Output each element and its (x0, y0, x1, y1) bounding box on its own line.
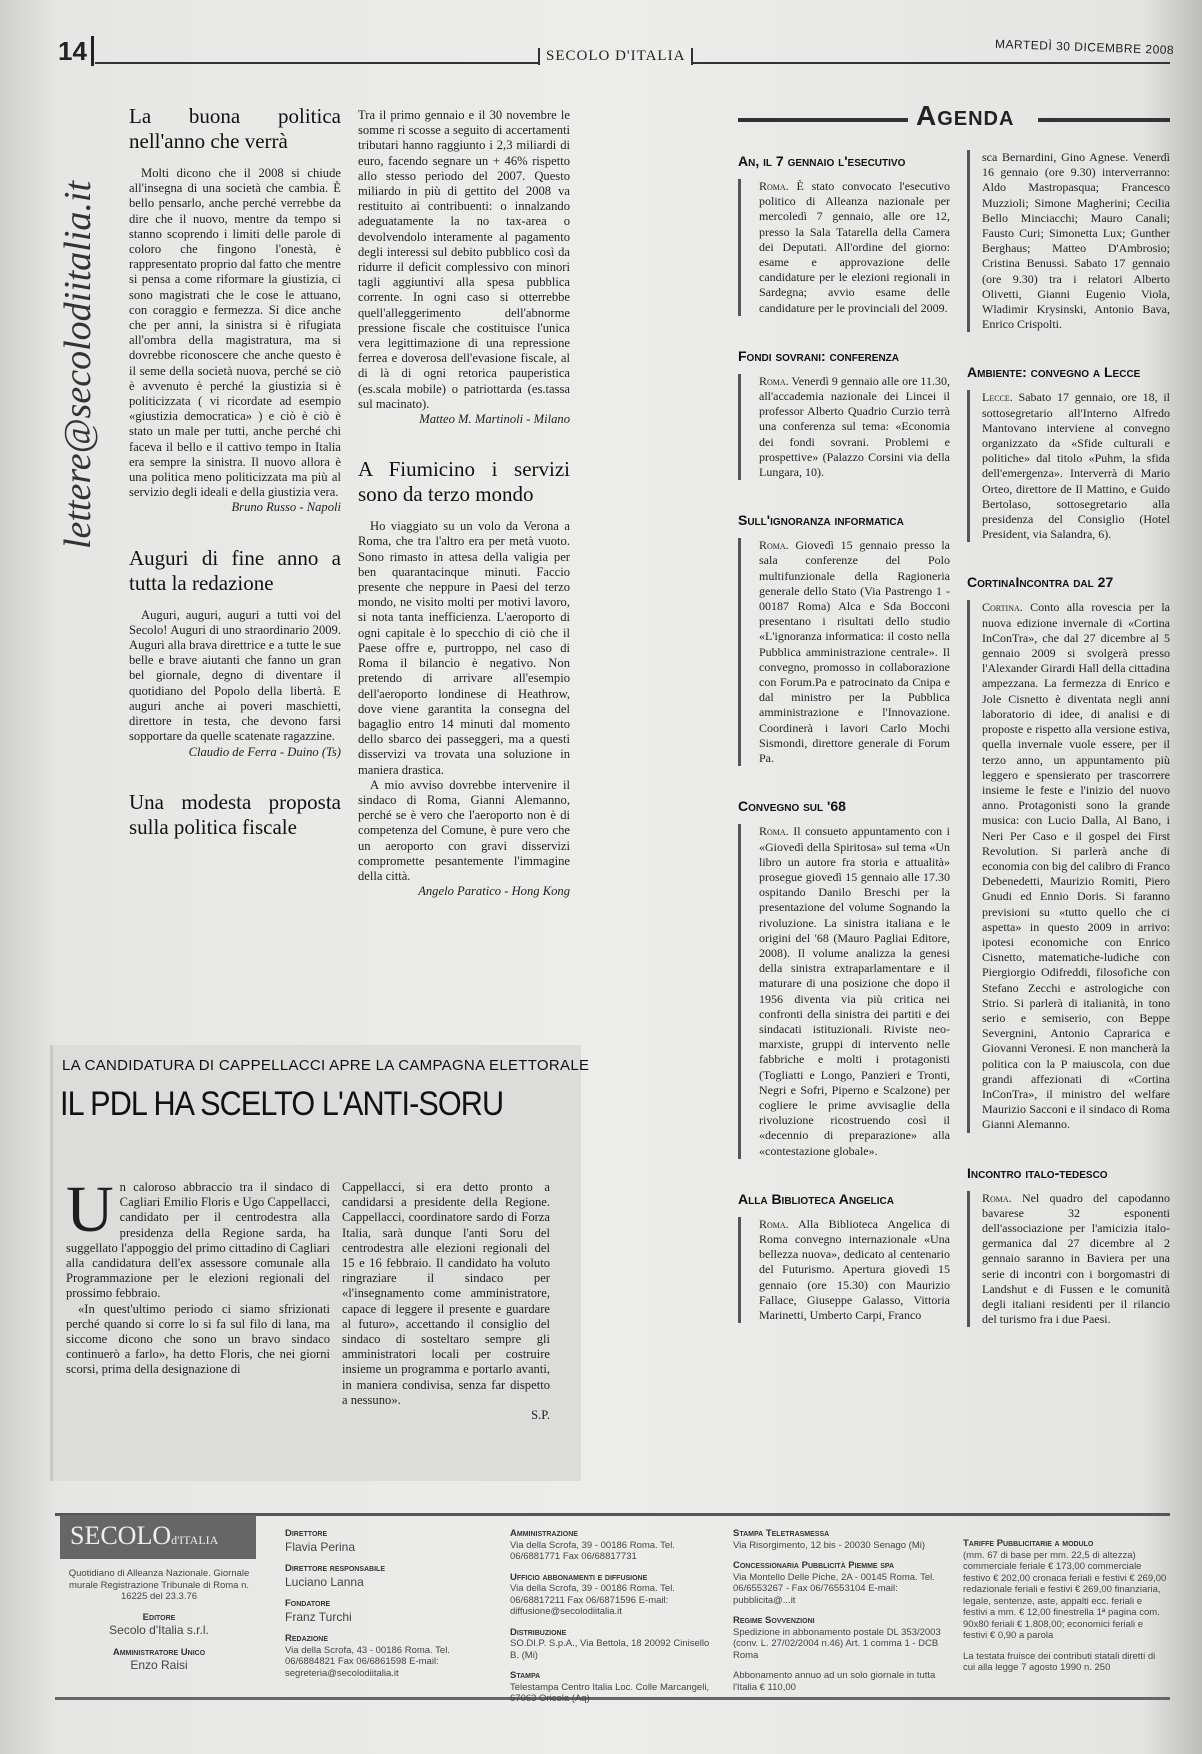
agenda-item-title: Sull'ignoranza informatica (738, 512, 904, 529)
label: Distribuzione (510, 1626, 567, 1638)
colophon-printing (733, 1528, 943, 1702)
dateline: Roma. (759, 1216, 789, 1231)
letter-title: Auguri di fine anno a tutta la redazione (129, 545, 341, 595)
agenda-item (967, 1165, 1170, 1328)
label: Concessionaria Pubblicità Piemme spa (733, 1560, 895, 1571)
letter-body: Ho viaggiato su un volo da Verona a Roma, che tra l'altro era per metà vuoto. Sono rimasto in attesa della valigia per ben quarantacinque minuti. Faccio presente che neppure in Paesi del terzo mondo, ne visito molti per motivi lavoro, si nota tanta inefficienza. L'aeroporto di ogni capitale è lo specchio di ciò che il Paese offre e, purtroppo, nel caso di Roma il bilancio è negativo. Non pretendo di arrivare all'esempio dell'aeroporto londinese di Heathrow, dove viene garantita la consegna del bagaglio entro 14 minuti dal momento dello sbarco dei passeggeri, ma a questi disservizi va trovata una soluzione in maniera drastica. (358, 519, 570, 777)
value: SO.DI.P. S.p.A., Via Bettola, 18 20092 Cinisello B. (Mi) (510, 1638, 710, 1661)
agenda-column-2 (967, 150, 1170, 1327)
agenda-item (738, 1191, 950, 1323)
dateline: Roma. (759, 179, 789, 193)
dateline: Roma. (982, 1190, 1012, 1205)
email-address: lettere@secolodiitalia.it (57, 180, 99, 550)
agenda-item-title: CortinaIncontra dal 27 (967, 574, 1114, 591)
colophon-administration (510, 1528, 710, 1714)
value: Via Risorgimento, 12 bis - 20030 Senago (Mi) (733, 1539, 926, 1551)
colophon-ad-rates (963, 1538, 1168, 1683)
letter-signature: Angelo Paratico - Hong Kong (418, 884, 570, 899)
feature-kicker: LA CANDIDATURA DI CAPPELLACCI APRE LA CAMPAGNA ELETTORALE (62, 1057, 590, 1074)
letter-title: A Fiumicino i servizi sono da terzo mondo (358, 457, 570, 507)
colophon-publisher (66, 1568, 252, 1682)
masthead: SECOLO D'ITALIA (538, 48, 693, 65)
letters-email-label (48, 100, 108, 630)
agenda-item (738, 512, 950, 766)
agenda-item-title: An, il 7 gennaio l'esecutivo (738, 153, 906, 169)
dateline: Roma. (759, 373, 789, 388)
value: Via Montello Delle Piche, 2A - 00145 Roma. Tel. 06/6553267 - Fax 06/76553104 E-mail: pubblicita@...it (733, 1571, 935, 1606)
publisher: Secolo d'Italia s.r.l. (109, 1623, 209, 1637)
page-number: 14 (58, 36, 94, 66)
agenda-item-text: Giovedì 15 gennaio presso la sala conferenze del Polo multifunzionale della Ragioneria generale dello Stato (Via Pastrengo 1 - 00187 Roma) Alca e Sda Bocconi presentano i risultati dello studio «L'ignoranza informatica: il costo nella Pubblica amministrazione centrale». Il convegno, promosso in collaborazione con Forum.Pa e patrocinato da Cnipa e dal ministro per la Pubblica amministrazione e l'Innovazione. Coordinerà i lavori Carlo Mochi Sismondi, direttore generale di Forum Pa. (759, 538, 950, 766)
agenda-item-title: Fondi sovrani: conferenza (738, 347, 899, 364)
dateline: Lecce. (982, 390, 1013, 405)
value: Franz Turchi (285, 1609, 352, 1624)
label: Redazione (285, 1633, 329, 1644)
letter-signature: Bruno Russo - Napoli (231, 500, 341, 515)
label: Stampa (510, 1670, 541, 1681)
value: (mm. 67 di base per mm. 22,5 di altezza) commerciale feriale € 173,00 commerciale festivo € 202,00 cronaca feriali e festivi € 269,00 redazionale feriali e festivi € 269,00 finanziaria, legale, sentenze, aste, appalti ecc. feriali e festivi a mm. € 12,00 finestrella 1ª pagina com. 90x80 feriali € 1.808,00; economici feriali e festivi € 0,90 a parola (963, 1549, 1167, 1641)
label: Direttore responsabile (285, 1563, 385, 1574)
rule (1038, 118, 1170, 122)
value: Via della Scrofa, 39 - 00186 Roma. Tel. 06/6881771 Fax 06/68817731 (510, 1539, 675, 1562)
logo-text-small: d'ITALIA (171, 1533, 219, 1547)
agenda-item-text: È stato convocato l'esecutivo politico di Alleanza nazionale per mercoledì 7 gennaio, alle ore 12, presso la Sala Tatarella della Camera dei Deputati. All'ordine del giorno: esame e approvazione delle candidature per le elezioni regionali in Sardegna; avvio esame delle candidature per le provinciali del 2009. (759, 179, 951, 315)
agenda-item-title: Convegno sul '68 (738, 798, 846, 815)
feature-author: S.P. (531, 1408, 550, 1423)
feature-body: n caloroso abbraccio tra il sindaco di Cagliari Emilio Floris e Ugo Cappellacci, candidato per il centrodestra alla presidenza della Regione sarda, ha suggellato l'appoggio del primo cittadino di Cagliari alla candidatura dell'ex assessore comunale alla Programmazione per le elezioni regionali del prossimo febbraio. (66, 1180, 330, 1301)
letter-body: Tra il primo gennaio e il 30 novembre le somme ri scosse a seguito di accertamenti tributari hanno raggiunto i 2,3 miliardi di euro, facendo segnare un + 46% rispetto allo stesso periodo del 2007. Questo miliardo in più di gettito del 2008 va restituito ai contribuenti: o innalzando adeguatamente la no tax-area o devolvendolo interamente al pagamento degli interessi sul debito pubblico così da ridurre il deficit complessivo con minori tagli aggiuntivi alla spesa pubblica corrente. In ogni caso si otterrebbe quell'alleggerimento dell'abnorme pressione fiscale che costituisce l'unica vera legittimazione di una repressione ferrea e doverosa dell'evasione fiscale, al di là di ogni retorica pauperistica (es.scala mobile) o patriottarda (es.tassa sul macinato). (358, 108, 570, 411)
letter-title: Una modesta proposta sulla politica fiscale (129, 789, 341, 839)
agenda-item-title: Ambiente: convegno a Lecce (967, 364, 1141, 381)
feature-column-2 (342, 1180, 550, 1423)
colophon-editors (285, 1528, 495, 1688)
label: Amministrazione (510, 1528, 578, 1539)
letter-signature: Matteo M. Martinoli - Milano (419, 412, 570, 427)
letter (129, 790, 341, 840)
feature-headline: IL PDL HA SCELTO L'ANTI-SORU (60, 1085, 504, 1123)
letter (358, 457, 570, 899)
agenda-column-1 (738, 153, 950, 1323)
value: Via della Scrofa, 43 - 00186 Roma. Tel. 06/6884821 Fax 06/6861598 E-mail: segreteria@secolodiitalia.it (285, 1644, 450, 1679)
label: Tariffe Pubblicitarie a modulo (963, 1538, 1094, 1549)
letter (129, 546, 341, 760)
letter-body: A mio avviso dovrebbe intervenire il sindaco di Roma, Gianni Alemanno, perché se è vero che l'aeroporto non è di competenza del Comune, è pure vero che un aeroporto con gravi disservizi compromette pesantemente l'immagine della città. (358, 777, 570, 883)
agenda-title: Agenda (916, 100, 1015, 131)
label: Direttore (285, 1528, 328, 1539)
registration: Quotidiano di Alleanza Nazionale. Giornale murale Registrazione Tribunale di Roma n. 16225 del 23.3.76 (68, 1568, 250, 1602)
agenda-item-text: sca Bernardini, Gino Agnese. Venerdì 16 gennaio (ore 9.30) interverranno: Aldo Mastropasqua; Francesco Muzzioli; Simone Magherini; Cecilia Bello Minciacchi; Mauro Canali; Fausto Curi; Simonetta Lux; Gunther Berghaus; Matteo D'Ambrosio; Cristina Benussi. Sabato 17 gennaio (ore 9.30) tra i relatori Alberto Olivetti, Gianni Eugenio Viola, Wladimir Krysinski, Antonio Bava, Enrico Crispolti. (967, 150, 1170, 332)
letter (129, 104, 341, 516)
agenda-item-text: Conto alla rovescia per la nuova edizione invernale di «Cortina InConTra», che dal 27 dicembre al 5 gennaio 2009 si svolgerà presso l'Alexander Girardi Hall della cittadina ampezzana. La fermezza di Enrico e Jole Cisnetto è diventata negli anni laboratorio di idee, di analisi e di proposte e rispetto alla versione estiva, quella invernale vuole essere, per il terzo anno, un appuntamento più leggero e spensierato per trascorrere insieme le feste e l'inizio del nuovo anno. Protagonisti sono la grande musica: con Lucio Dalla, Al Bano, i Neri Per Caso e il gospel dei First Revolution. Si parlerà anche di economia con big del calibro di Franco Debenedetti, Maurizio Romiti, Piero Gnudi ed Ennio Doris. Si faranno previsioni su «tutto quello che ci aspetta» in questo 2009 in arrivo: ipotesi economiche con Enrico Cisnetto, matematiche-ludiche con Piergiorgio Odifreddi, filosofiche con Stefano Zecchi e astrologiche con Strio. Si parlerà di italianità, in tono serio e semiserio, con Beppe Severgnini, Antonio Caprarica e Giovanni Veronesi. E non mancherà la politica con la P maiuscola, con due grandi affezionati di «Cortina InConTra», il ministro del welfare Maurizio Sacconi e il sindaco di Roma Gianni Alemanno. (982, 600, 1170, 1132)
agenda-item-text: Nel quadro del capodanno bavarese 32 esponenti dell'associazione per l'amicizia italo-germanica dal 27 dicembre al 2 gennaio saranno in Baviera per una serie di incontri con i borgomastri di Landshut e di Fussen e le comunità degli italiani residenti per il rilancio del turismo fra i due Paesi. (982, 1190, 1170, 1327)
drop-cap: U (66, 1173, 114, 1246)
agenda-item-title: Alla Biblioteca Angelica (738, 1190, 894, 1207)
value: Luciano Lanna (285, 1574, 364, 1589)
agenda-item-text: Il consueto appuntamento con i «Giovedì della Spiritosa» sul tema «Un libro un autore fra storia e attualità» prosegue giovedì 15 gennaio alle 17.30 ospitando Danilo Breschi per la presentazione del volume Sognando la rivoluzione. La sinistra italiana e le origini del '68 (Mauro Pagliai Editore, 2008). Il volume analizza la genesi della sinistra extraparlamentare e il maturare di una posizione che dopo il 1956 diventa via più critica nei confronti della sinistra dei partiti e dei sindacati istituzionali. Riviste neo-marxiste, gruppi di intervento nelle fabbriche e molti i protagonisti (Togliatti e Longo, Panzieri e Tronti, Negri e Sofri, Piperno e Scalzone) per cogliere le prime avvisaglie della rivoluzione ricostruendo così il «decennio di preparazione» alla «contestazione globale». (759, 824, 950, 1158)
issue-date: MARTEDÌ 30 DICEMBRE 2008 (994, 36, 1175, 58)
value: La testata fruisce dei contributi statali diretti di cui alla legge 7 agosto 1990 n. 250 (963, 1650, 1156, 1673)
dateline: Cortina. (982, 600, 1023, 615)
letter-column-2 (358, 108, 570, 899)
footer-logo (60, 1515, 256, 1559)
agenda-item-text: Sabato 17 gennaio, ore 18, il sottosegretario all'Interno Alfredo Mantovano interviene al convegno organizzato da «Sfide culturali e politiche» dal titolo «Puhm, la sfida dell'emergenza». Interverrà di Mario Orteo, direttore de Il Mattino, e Guido Bertolaso, sottosegretario alla presidenza del Consiglio (Hotel President, via Salandra, 6). (982, 390, 1170, 542)
feature-body: «In quest'ultimo periodo ci siamo sfrizionati perché quando si corre lo si fa sul filo di lana, ma siccome dicono che sono un bravo sindaco continuerò a farlo», ha detto Floris, che nei giorni scorsi, prima della designazione di (66, 1301, 330, 1377)
label: Editore (142, 1611, 176, 1623)
value: Abbonamento annuo ad un solo giornale in tutta l'Italia € 110,00 (733, 1670, 936, 1693)
letter-title: La buona politica nell'anno che verrà (129, 104, 341, 153)
agenda-item-title: Incontro italo-tedesco (967, 1164, 1108, 1181)
value: Via della Scrofa, 39 - 00186 Roma. Tel. 06/68817211 Fax 06/6871596 E-mail: diffusione@secolodiitalia.it (510, 1583, 675, 1617)
letter-body: Molti dicono che il 2008 si chiude all'insegna di una società che cambia. È bello pensarlo, anche perché verrebbe da dire che il nuovo, mentre da tempo si stanno scoprendo i limiti delle parole di coloro che fingono l'onestà, è rappresentato proprio dal fatto che mentre si pensa a come riformare la giustizia, ci sono magistrati che le cose le attuano, con coraggio e fermezza. Si dice anche che per anni, la sinistra si è rifugiata all'ombra della magistratura, ma si dovrebbe riconoscere che anche questo è il seme della società nuova, perché se ciò è avvenuto è perché la giustizia si è politicizzata ( vi ricordate ad esempio «giustizia democratica» ) e ciò è ciò è stato un male per tutti, anche perché chi faceva il bello e il cattivo tempo in Italia era sempre la sinistra. Il nuovo allora è una politica meno politicizzata ma più al servizio degli ideali e della giustizia vera. (129, 166, 341, 500)
letter-body: Auguri, auguri, auguri a tutti voi del Secolo! Auguri di uno straordinario 2009. Auguri alla brava direttrice e a tutte le sue belle e brave aiutanti che fanno un gran bel giornale, degno di diventare il quotidiano del Popolo della libertà. E auguri anche ai poveri maschietti, direttore in testa, che devono farsi sopportare da quelle scatenate ragazzine. (129, 607, 341, 744)
value: Flavia Perina (285, 1539, 356, 1554)
logo-text: SECOLO (70, 1521, 172, 1550)
rule (738, 118, 908, 122)
label: Fondatore (285, 1598, 331, 1609)
label: Stampa Teletrasmessa (733, 1528, 830, 1539)
agenda-item (738, 153, 950, 316)
administrator: Enzo Raisi (130, 1658, 188, 1672)
agenda-item-text: Venerdì 9 gennaio alle ore 11.30, all'accademia nazionale dei Lincei il professor Alberto Quadrio Curzio terrà una conferenza sul tema: «Economia dei fondi sovrani. Problemi e prospettive» (Palazzo Corsini via della Lungara, 10). (759, 373, 950, 480)
feature-column-1 (66, 1173, 330, 1378)
label: Regime Sovvenzioni (733, 1615, 815, 1626)
label: Ufficio abbonamenti e diffusione (510, 1571, 648, 1583)
agenda-header (738, 100, 1170, 130)
agenda-item (738, 798, 950, 1158)
value: Telestampa Centro Italia Loc. Colle Marcangeli, 67063 Oricola (Aq) (510, 1681, 710, 1704)
agenda-item (967, 574, 1170, 1132)
value: Spedizione in abbonamento postale DL 353/2003 (conv. L. 27/02/2004 n.46) Art. 1 comma 1 - DCB Roma (733, 1626, 941, 1661)
feature-body: Cappellacci, si era detto pronto a candidarsi a presidente della Regione. Cappellacci, coordinatore sardo di Forza Italia, sarà dunque l'anti Soru del centrodestra alle elezioni regionali del 15 e 16 febbraio. Il candidato ha voluto ringraziare il sindaco per «l'insegnamento come amministratore, capace di leggere il presente e guardare al futuro», accettando il consiglio del sindaco di sosteltaro sempre gli amministratori locali per costruire insieme un programma e portarlo avanti, in maniera condivisa, senza far dispetto a nessuno». (342, 1180, 550, 1407)
letter-signature: Claudio de Ferra - Duino (Ts) (188, 744, 341, 759)
letter-column-1 (129, 104, 341, 852)
agenda-item-continued (967, 150, 1170, 332)
label: Amministratore Unico (112, 1646, 206, 1658)
dateline: Roma. (759, 538, 789, 553)
agenda-item (967, 364, 1170, 542)
agenda-item (738, 348, 950, 480)
dateline: Roma. (759, 824, 789, 839)
agenda-item-text: Alla Biblioteca Angelica di Roma convegno internazionale «Una bellezza nuova», dedicato al centenario del Futurismo. Apertura giovedì 15 gennaio (ore 15.30) con Maurizio Fallace, Giuseppe Galasso, Vittoria Marinetti, Umberto Carpi, Franco (759, 1216, 950, 1322)
